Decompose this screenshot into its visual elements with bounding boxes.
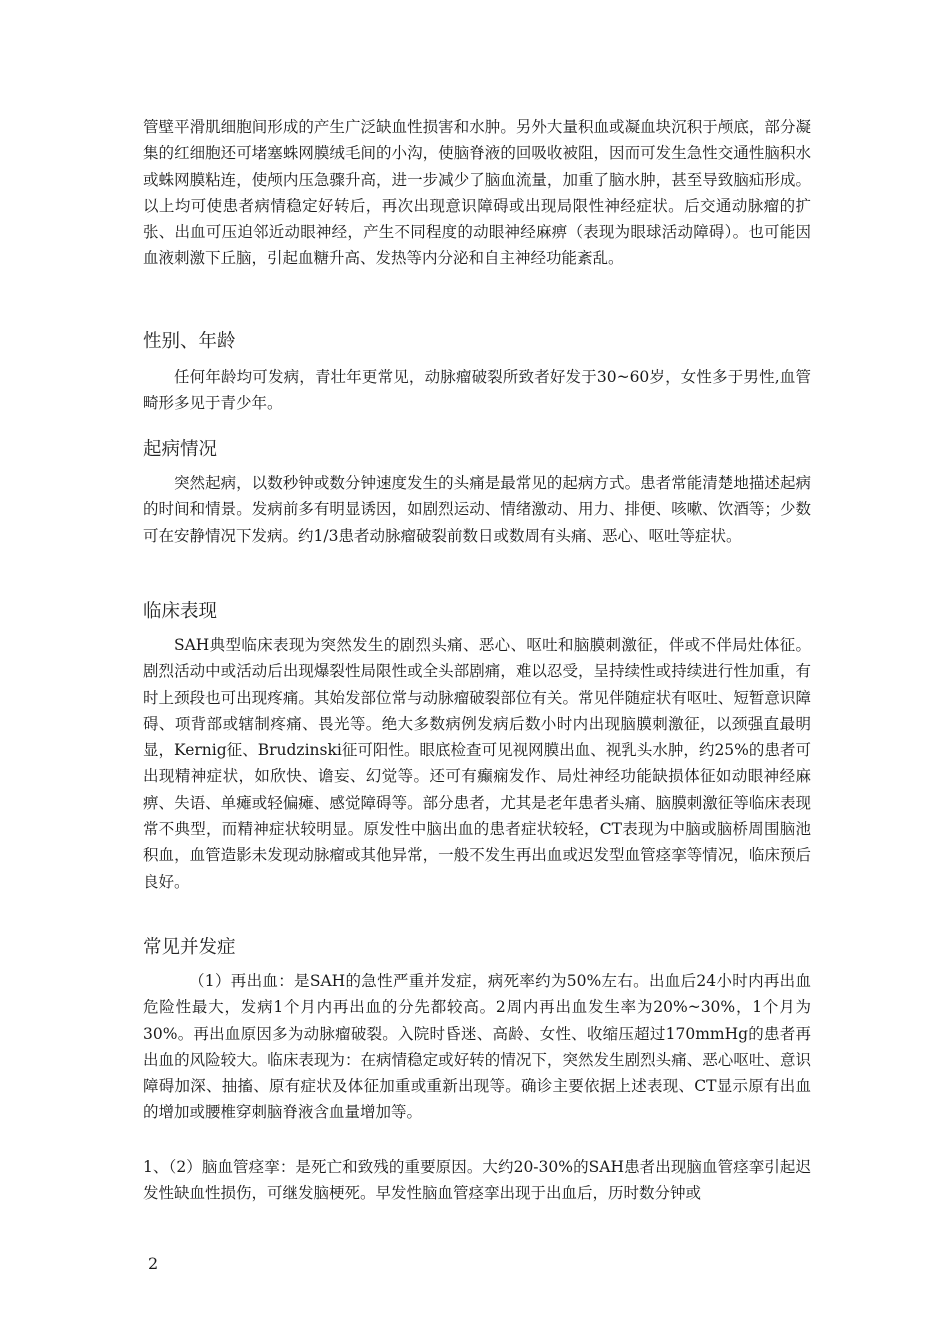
heading-clinical: 临床表现 xyxy=(143,601,218,622)
paragraph-clinical: SAH典型临床表现为突然发生的剧烈头痛、恶心、呕吐和脑膜刺激征，伴或不伴局灶体征。剧烈活动中或活动后出现爆裂性局限性或全头部剧痛，难以忍受，呈持续性或持续进行性加重，有时上颈段也可出现疼痛。其始发部位常与动脉瘤破裂部位有关。常见伴随症状有呕吐、短暂意识障碍、项背部或辖制疼痛、畏光等。绝大多数病例发病后数小时内出现脑膜刺激征，以颈强直最明显，Kernig征、Brudzinski征可阳性。眼底检查可见视网膜出血、视乳头水肿，约25%的患者可出现精神症状，如欣快、谵妄、幻觉等。还可有癫痫发作、局灶神经功能缺损体征如动眼神经麻痹、失语、单瘫或轻偏瘫、感觉障碍等。部分患者，尤其是老年患者头痛、脑膜刺激征等临床表现常不典型，而精神症状较明显。原发性中脑出血的患者症状较轻，CT表现为中脑或脑桥周围脑池积血，血管造影未发现动脉瘤或其他异常，一般不发生再出血或迟发型血管痉挛等情况，临床预后良好。 xyxy=(143,636,811,891)
heading-sex-age: 性别、年龄 xyxy=(143,331,236,352)
paragraph-vasospasm: 1、（2）脑血管痉挛：是死亡和致残的重要原因。大约20-30%的SAH患者出现脑血管痉挛引起迟发性缺血性损伤，可继发脑梗死。早发性脑血管痉挛出现于出血后，历时数分钟或 xyxy=(143,1158,811,1203)
heading-complications: 常见并发症 xyxy=(143,937,236,958)
paragraph-sex-age: 任何年龄均可发病，青壮年更常见，动脉瘤破裂所致者好发于30~60岁，女性多于男性,血管畸形多见于青少年。 xyxy=(143,368,811,413)
paragraph-onset: 突然起病，以数秒钟或数分钟速度发生的头痛是最常见的起病方式。患者常能清楚地描述起病的时间和情景。发病前多有明显诱因，如剧烈运动、情绪激动、用力、排便、咳嗽、饮酒等；少数可在安静情况下发病。约1/3患者动脉瘤破裂前数日或数周有头痛、恶心、呕吐等症状。 xyxy=(143,474,811,545)
paragraph-pathology-continued: 管壁平滑肌细胞间形成的产生广泛缺血性损害和水肿。另外大量积血或凝血块沉积于颅底，部分凝集的红细胞还可堵塞蛛网膜绒毛间的小沟，使脑脊液的回吸收被阻，因而可发生急性交通性脑积水或蛛网膜粘连，使颅内压急骤升高，进一步减少了脑血流量，加重了脑水肿，甚至导致脑疝形成。以上均可使患者病情稳定好转后，再次出现意识障碍或出现局限性神经症状。后交通动脉瘤的扩张、出血可压迫邻近动眼神经，产生不同程度的动眼神经麻痹（表现为眼球活动障碍）。也可能因血液刺激下丘脑，引起血糖升高、发热等内分泌和自主神经功能紊乱。 xyxy=(143,118,811,268)
page-number: 2 xyxy=(148,1254,159,1273)
paragraph-rebleeding: （1）再出血：是SAH的急性严重并发症，病死率约为50%左右。出血后24小时内再出血危险性最大，发病1个月内再出血的分先都较高。2周内再出血发生率为20%~30%，1个月为30%。再出血原因多为动脉瘤破裂。入院时昏迷、高龄、女性、收缩压超过170mmHg的患者再出血的风险较大。临床表现为：在病情稳定或好转的情况下，突然发生剧烈头痛、恶心呕吐、意识障碍加深、抽搐、原有症状及体征加重或重新出现等。确诊主要依据上述表现、CT显示原有出血的增加或腰椎穿刺脑脊液含血量增加等。 xyxy=(143,972,811,1122)
heading-onset: 起病情况 xyxy=(143,439,218,460)
